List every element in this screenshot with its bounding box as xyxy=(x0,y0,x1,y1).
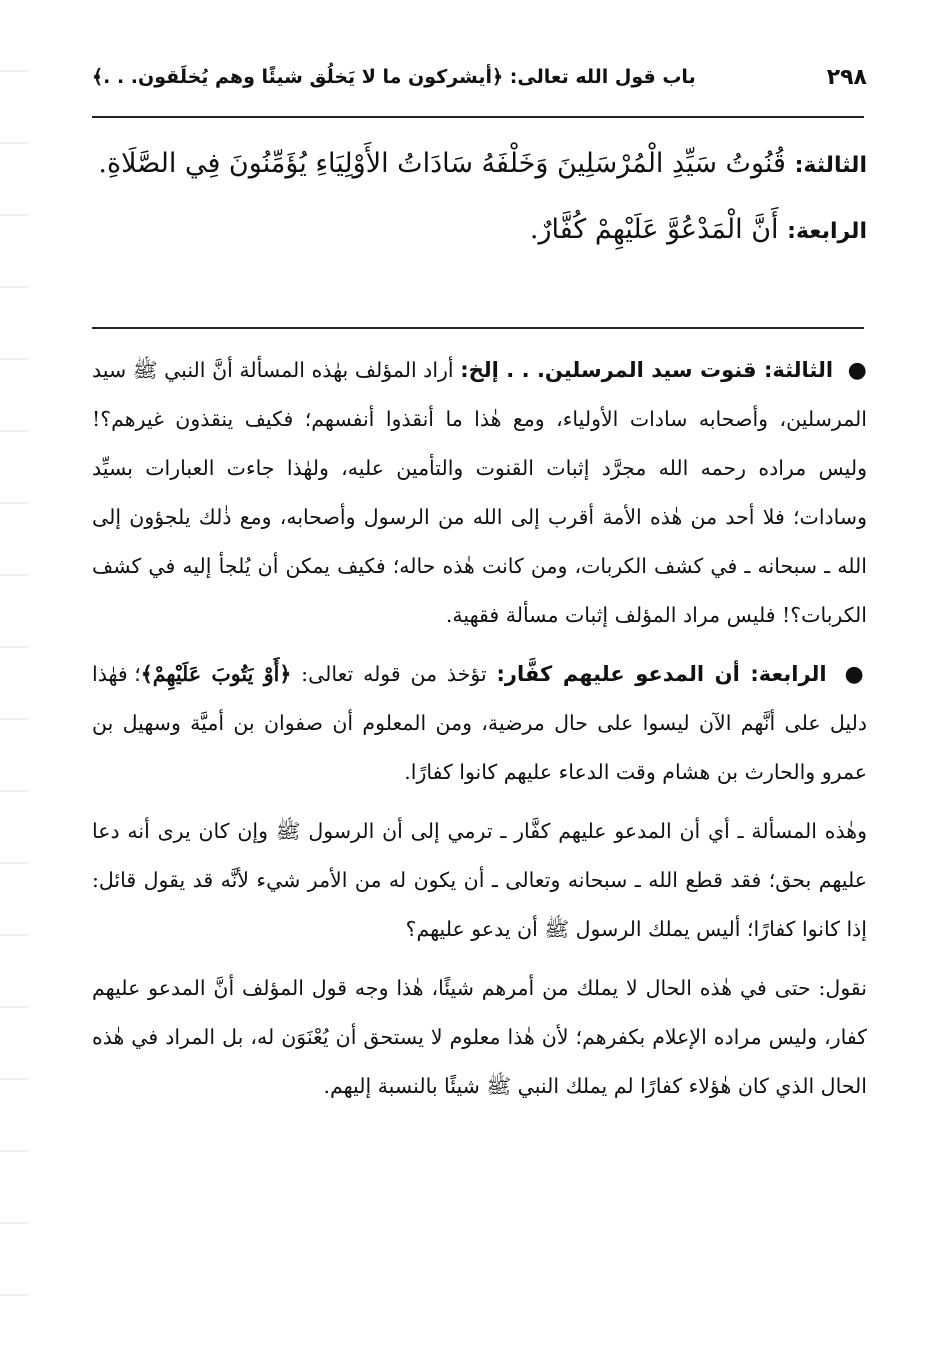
third-issue-text: قُنُوتُ سَيِّدِ الْمُرْسَلِينَ وَخَلْفَهُ سَادَاتُ الأَوْلِيَاءِ يُؤَمِّنُونَ فِي الصَّلَاةِ. xyxy=(98,148,786,179)
quran-verse: ﴿أَوْ يَتُوبَ عَلَيْهِمْ﴾ xyxy=(140,662,292,686)
third-commentary-text: أراد المؤلف بهٰذه المسألة أنَّ النبي ﷺ سيد المرسلين، وأصحابه سادات الأولياء، ومع هٰذا ما أنقذوا أنفسهم؛ فكيف ينقذون غيرهم؟! وليس مراده رحمه الله مجرَّد إثبات القنوت والتأمين عليه، ولهٰذا جاءت العبارات بسيِّد وسادات؛ فلا أحد من هٰذه الأمة أقرب إلى الله من الرسول وأصحابه، ومع ذٰلك يلجؤون إلى الله ـ سبحانه ـ في كشف الكربات، ومن كانت هٰذه حاله؛ فكيف يمكن أن يُلجأ إليه في كشف الكربات؟! فليس مراد المؤلف إثبات مسألة فقهية. xyxy=(92,358,867,627)
bullet-marker: ● xyxy=(844,662,867,687)
page-binding-edge xyxy=(0,0,28,1355)
third-issue-label: الثالثة: xyxy=(794,153,867,178)
third-commentary-heading: الثالثة: قنوت سيد المرسلين. . . إلخ: xyxy=(460,358,834,382)
fourth-commentary-heading: الرابعة: أن المدعو عليهم كفَّار: xyxy=(496,662,827,686)
section-divider xyxy=(92,327,864,329)
page-header xyxy=(92,52,867,102)
header-divider xyxy=(92,116,864,118)
fourth-commentary-intro: تؤخذ من قوله تعالى: xyxy=(301,662,487,686)
main-text-fourth-issue xyxy=(92,198,867,264)
commentary-paragraph-answer: نقول: حتى في هٰذه الحال لا يملك من أمرهم شيئًا، هٰذا وجه قول المؤلف أنَّ المدعو عليهم كفار، وليس مراده الإعلام بكفرهم؛ لأن هٰذا معلوم لا يستحق أن يُعْنَوَن له، بل المراد في هٰذه الحال الذي كان هٰؤلاء كفارًا لم يملك النبي ﷺ شيئًا بالنسبة إليهم. xyxy=(92,976,867,1098)
fourth-issue-text: أَنَّ الْمَدْعُوَّ عَلَيْهِمْ كُفَّارٌ. xyxy=(529,214,779,245)
main-text-third-issue xyxy=(92,132,867,198)
bullet-marker: ● xyxy=(847,358,867,383)
commentary-paragraph-third xyxy=(92,346,867,640)
main-text-block xyxy=(92,132,867,264)
commentary-paragraph-explanation: وهٰذه المسألة ـ أي أن المدعو عليهم كفَّار ـ ترمي إلى أن الرسول ﷺ وإن كان يرى أنه دعا عليهم بحق؛ فقد قطع الله ـ سبحانه وتعالى ـ أن يكون له من الأمر شيء لأنَّه قد يقول قائل: إذا كانوا كفارًا؛ أليس يملك الرسول ﷺ أن يدعو عليهم؟ xyxy=(92,819,867,941)
fourth-commentary-text: ؛ فهٰذا دليل على أنَّهم الآن ليسوا على حال مرضية، ومن المعلوم أن صفوان بن أميَّة وسهيل بن عمرو والحارث بن هشام وقت الدعاء عليهم كانوا كفارًا. xyxy=(92,662,867,784)
commentary-block xyxy=(92,346,867,1121)
commentary-paragraph-fourth xyxy=(92,650,867,797)
page-number: ٢٩٨ xyxy=(826,64,867,90)
fourth-issue-label: الرابعة: xyxy=(787,219,867,244)
running-title: باب قول الله تعالى: ﴿أيشركون ما لا يَخلُق شيئًا وهم يُخلَقون. . .﴾ xyxy=(92,66,696,88)
